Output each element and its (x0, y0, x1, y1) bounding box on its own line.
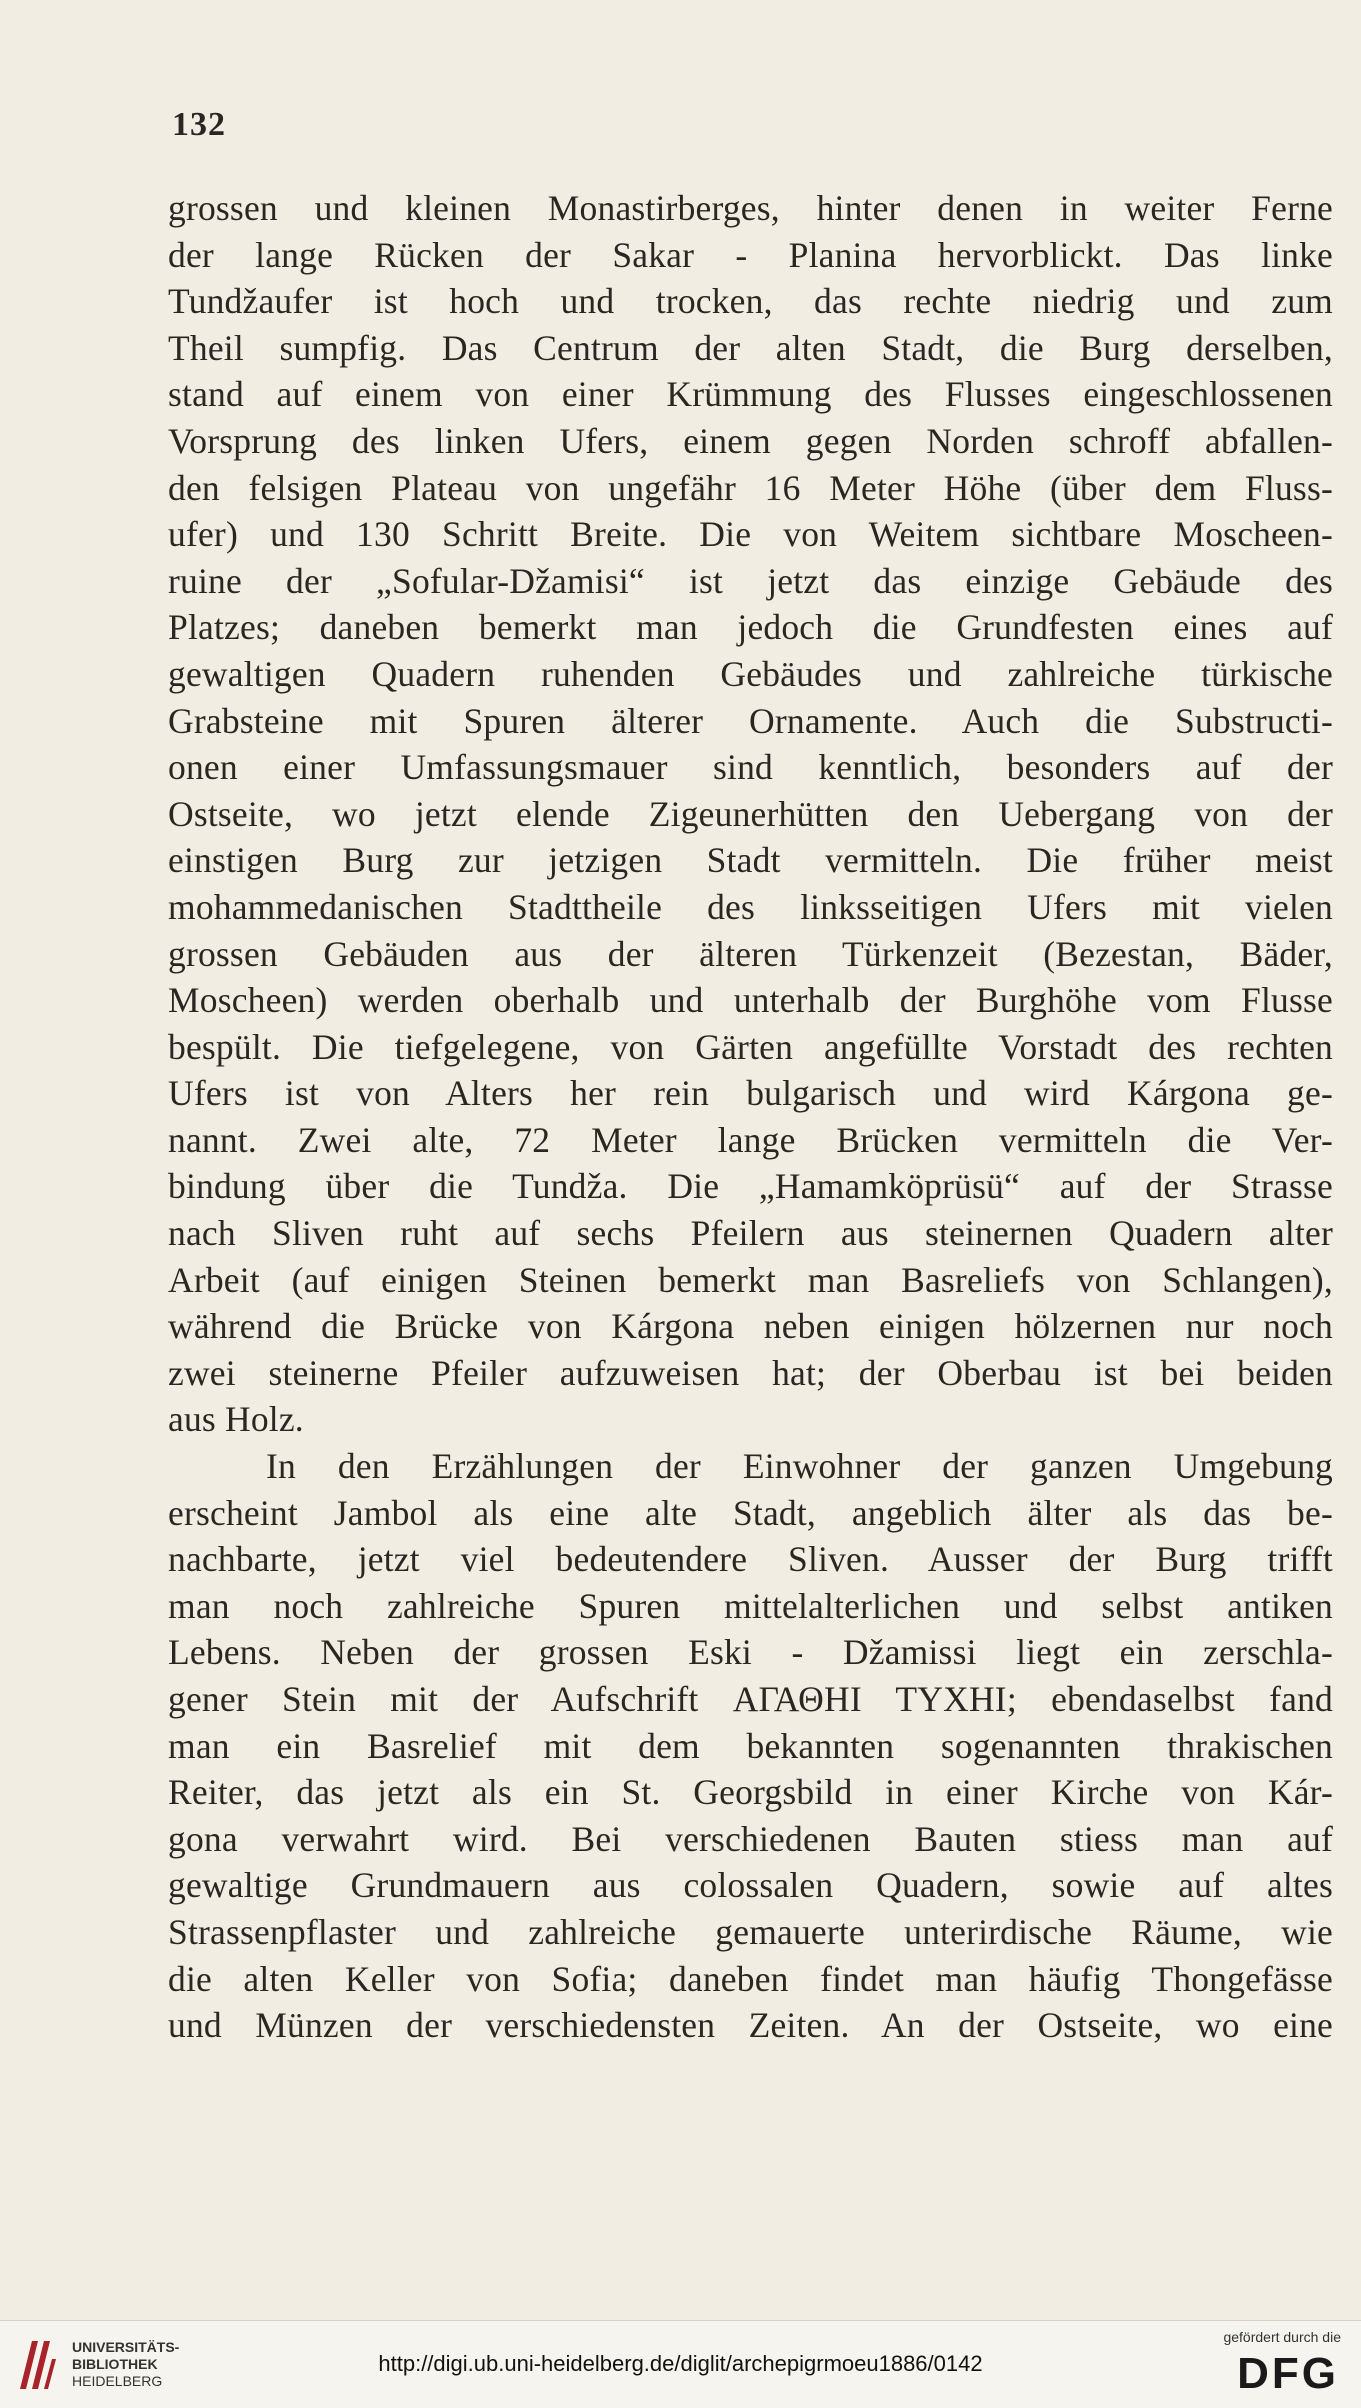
text-line: man noch zahlreiche Spuren mittelalterlichen und selbst antiken (168, 1585, 1333, 1626)
body-text (168, 185, 1333, 2049)
text-line: Reiter, das jetzt als ein St. Georgsbild in einer Kirche von Kár- (168, 1772, 1333, 1813)
text-line: Strassenpflaster und zahlreiche gemauerte unterirdische Räume, wie (168, 1911, 1333, 1952)
text-line: den felsigen Plateau von ungefähr 16 Meter Höhe (über dem Fluss- (168, 467, 1333, 508)
text-line: grossen und kleinen Monastirberges, hinter denen in weiter Ferne (168, 188, 1333, 228)
text-line: ufer) und 130 Schritt Breite. Die von Weitem sichtbare Moscheen- (168, 514, 1333, 555)
paragraph-start-line: In den Erzählungen der Einwohner der ganzen Umgebung (266, 1446, 1333, 1487)
text-line: gewaltige Grundmauern aus colossalen Quadern, sowie auf altes (168, 1865, 1333, 1906)
source-url-link[interactable]: http://digi.ub.uni-heidelberg.de/diglit/archepigrmoeu1886/0142 (378, 2351, 983, 2376)
text-line: Ufers ist von Alters her rein bulgarisch und wird Kárgona ge- (168, 1073, 1333, 1114)
text-line: gona verwahrt wird. Bei verschiedenen Bauten stiess man auf (168, 1818, 1333, 1859)
text-line: Ostseite, wo jetzt elende Zigeunerhütten den Uebergang von der (168, 793, 1333, 834)
text-line: die alten Keller von Sofia; daneben findet man häufig Thongefässe (168, 1958, 1333, 1999)
text-line: aus Holz. (168, 1399, 304, 1440)
text-line: bespült. Die tiefgelegene, von Gärten angefüllte Vorstadt des rechten (168, 1026, 1333, 1067)
text-line: Arbeit (auf einigen Steinen bemerkt man Basreliefs von Schlangen), (168, 1259, 1333, 1300)
text-line: man ein Basrelief mit dem bekannten sogenannten thrakischen (168, 1725, 1333, 1766)
library-name-line: BIBLIOTHEK (72, 2356, 158, 2372)
text-line: mohammedanischen Stadttheile des linksseitigen Ufers mit vielen (168, 886, 1333, 927)
library-name-line: HEIDELBERG (72, 2373, 163, 2389)
text-line: gener Stein mit der Aufschrift ΑΓΑΘΗΙ ΤΥΧΗΙ; ebendaselbst fand (168, 1679, 1333, 1719)
text-line: nannt. Zwei alte, 72 Meter lange Brücken vermitteln die Ver- (168, 1119, 1333, 1160)
text-line: Lebens. Neben der grossen Eski - Džamissi liegt ein zerschla- (168, 1632, 1333, 1673)
text-line: stand auf einem von einer Krümmung des Flusses eingeschlossenen (168, 374, 1333, 415)
text-line: Platzes; daneben bemerkt man jedoch die Grundfesten eines auf (168, 607, 1333, 648)
text-line: während die Brücke von Kárgona neben einigen hölzernen nur noch (168, 1306, 1333, 1347)
text-line: zwei steinerne Pfeiler aufzuweisen hat; der Oberbau ist bei beiden (168, 1352, 1333, 1393)
text-line: Vorsprung des linken Ufers, einem gegen Norden schroff abfallen- (168, 420, 1333, 461)
text-line: nachbarte, jetzt viel bedeutendere Sliven. Ausser der Burg trifft (168, 1539, 1333, 1580)
text-line: ruine der „Sofular-Džamisi“ ist jetzt das einzige Gebäude des (168, 560, 1333, 601)
text-line: einstigen Burg zur jetzigen Stadt vermitteln. Die früher meist (168, 840, 1333, 881)
dfg-logo: DFG (1237, 2349, 1339, 2398)
text-line: Tundžaufer ist hoch und trocken, das rechte niedrig und zum (168, 281, 1333, 322)
text-line: Theil sumpfig. Das Centrum der alten Stadt, die Burg derselben, (168, 327, 1333, 368)
funding-caption: gefördert durch die (1223, 2329, 1341, 2345)
text-line: erscheint Jambol als eine alte Stadt, angeblich älter als das be- (168, 1492, 1333, 1533)
text-line: bindung über die Tundža. Die „Hamamköprüsü“ auf der Strasse (168, 1166, 1333, 1207)
library-name-line: UNIVERSITÄTS- (72, 2339, 180, 2355)
text-line: Grabsteine mit Spuren älterer Ornamente. Auch die Substructi- (168, 700, 1333, 741)
text-line: und Münzen der verschiedensten Zeiten. An der Ostseite, wo eine (168, 2005, 1333, 2046)
text-line: der lange Rücken der Sakar - Planina hervorblickt. Das linke (168, 234, 1333, 275)
text-line: onen einer Umfassungsmauer sind kenntlich, besonders auf der (168, 747, 1333, 788)
footer-bar (0, 2320, 1361, 2408)
text-line: nach Sliven ruht auf sechs Pfeilern aus steinernen Quadern alter (168, 1213, 1333, 1254)
text-line: Moscheen) werden oberhalb und unterhalb der Burghöhe vom Flusse (168, 980, 1333, 1021)
page-number: 132 (172, 106, 226, 143)
text-line: grossen Gebäuden aus der älteren Türkenzeit (Bezestan, Bäder, (168, 933, 1333, 974)
text-line: gewaltigen Quadern ruhenden Gebäudes und zahlreiche türkische (168, 653, 1333, 694)
